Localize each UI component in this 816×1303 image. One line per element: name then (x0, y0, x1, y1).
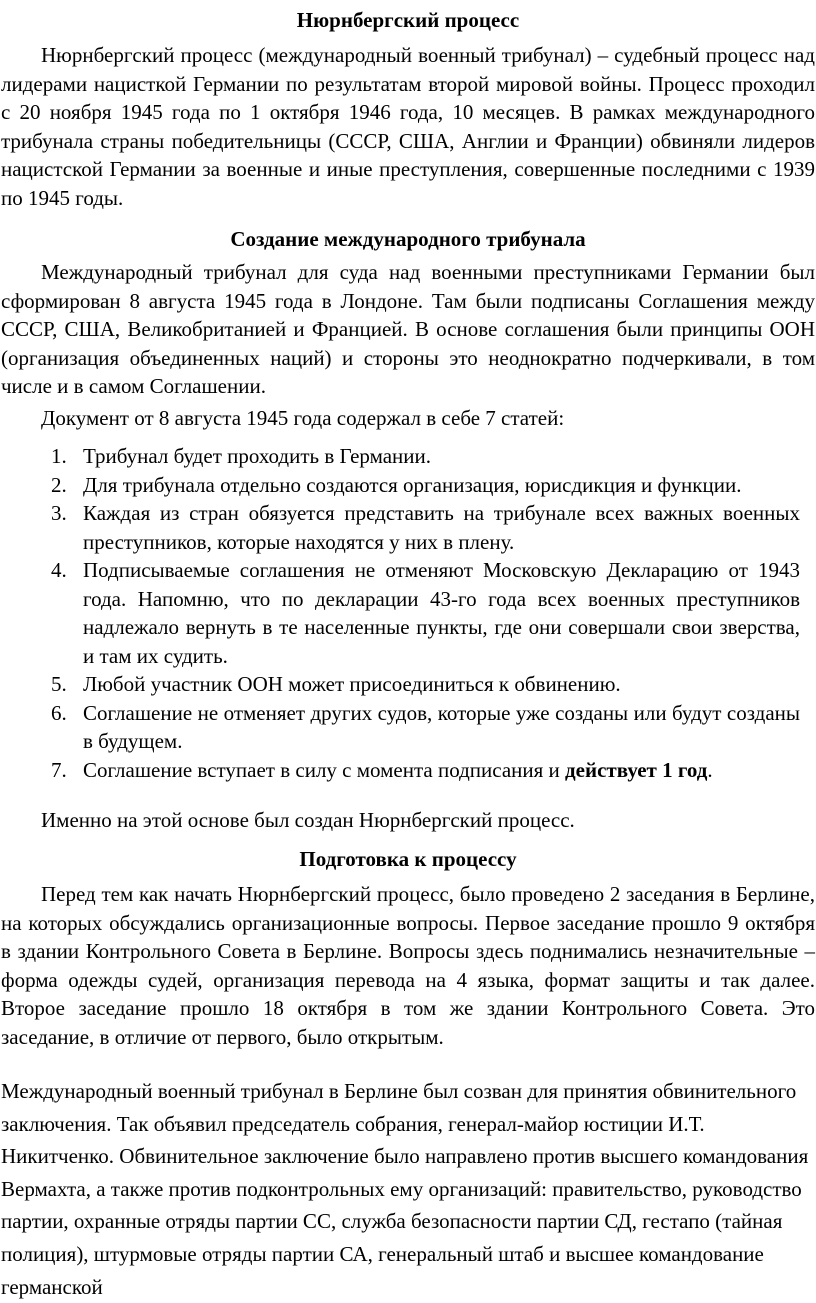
articles-intro-block (1, 404, 815, 433)
section-tribunal-body (1, 258, 815, 401)
closing-paragraph-block (1, 806, 815, 835)
page-title: Нюрнбергский процесс (296, 8, 520, 32)
indictment-paragraph-block (1, 1075, 813, 1303)
articles-list (0, 442, 816, 784)
section-preparation-body (1, 880, 815, 1051)
preparation-paragraph: Перед тем как начать Нюрнбергский процесс, было проведено 2 заседания в Берлине, на которых обсуждались организационные вопросы. Первое заседание прошло 9 октября в здании Контрольного Совета в Берлине. Вопросы здесь поднимались незначительные – форма одежды судей, организация перевода на 4 языка, формат защиты и так далее. Второе заседание прошло 18 октября в том же здании Контрольного Совета. Это заседание, в отличие от первого, было открытым. (1, 882, 815, 1049)
section-heading-tribunal: Создание международного трибунала (230, 227, 586, 251)
list-item: 5. Любой участник ООН может присоединиться к обвинению. (51, 672, 621, 696)
closing-paragraph: Именно на этой основе был создан Нюрнбергский процесс. (41, 808, 575, 832)
list-item: 4. Подписываемые соглашения не отменяют Московскую Декларацию от 1943 года. Напомню, что по декларации 43-го года всех военных преступников надлежало вернуть в те населенные пункты, где они совершали свои зверства, и там их судить. (51, 558, 800, 668)
list-item: 1. Трибунал будет проходить в Германии. (51, 444, 431, 468)
intro-paragraph: Нюрнбергский процесс (международный военный трибунал) – судебный процесс над лидерами нацисткой Германии по результатам второй мировой войны. Процесс проходил с 20 ноября 1945 года по 1 октября 1946 года, 10 месяцев. В рамках международного трибунала страны победительницы (СССР, США, Англии и Франции) обвиняли лидеров нацистской Германии за военные и иные преступления, совершенные последними с 1939 по 1945 годы. (1, 43, 815, 210)
indictment-paragraph: Международный военный трибунал в Берлине был созван для принятия обвинительного заключения. Так объявил председатель собрания, генерал-майор юстиции И.Т. Никитченко. Обвинительное заключение было направлено против высшего командования Вермахта, а также против подконтрольных ему организаций: правительство, руководство партии, охранные отряды партии СС, служба безопасности партии СД, гестапо (тайная полиция), штурмовые отряды партии СА, генеральный штаб и высшее командование германской (1, 1079, 809, 1299)
list-item: 7. Соглашение вступает в силу с момента подписания и действует 1 год. (51, 757, 713, 782)
articles-intro: Документ от 8 августа 1945 года содержал в себе 7 статей: (41, 406, 565, 430)
bold-term: действует 1 год (565, 757, 708, 782)
list-item: 2. Для трибунала отдельно создаются организация, юрисдикция и функции. (51, 472, 742, 497)
section-heading-preparation: Подготовка к процессу (299, 847, 517, 871)
intro-paragraph-block (1, 41, 815, 212)
list-item: 3. Каждая из стран обязуется представить на трибунале всех важных военных преступников, которые находятся у них в плену. (51, 501, 800, 554)
tribunal-paragraph: Международный трибунал для суда над военными преступниками Германии был сформирован 8 августа 1945 года в Лондоне. Там были подписаны Соглашения между СССР, США, Великобританией и Францией. В основе соглашения были принципы ООН (организация объединенных наций) и стороны это неоднократно подчеркивали, в том числе и в самом Соглашении. (1, 260, 815, 398)
list-item: 6. Соглашение не отменяет других судов, которые уже созданы или будут созданы в будущем. (51, 700, 800, 753)
